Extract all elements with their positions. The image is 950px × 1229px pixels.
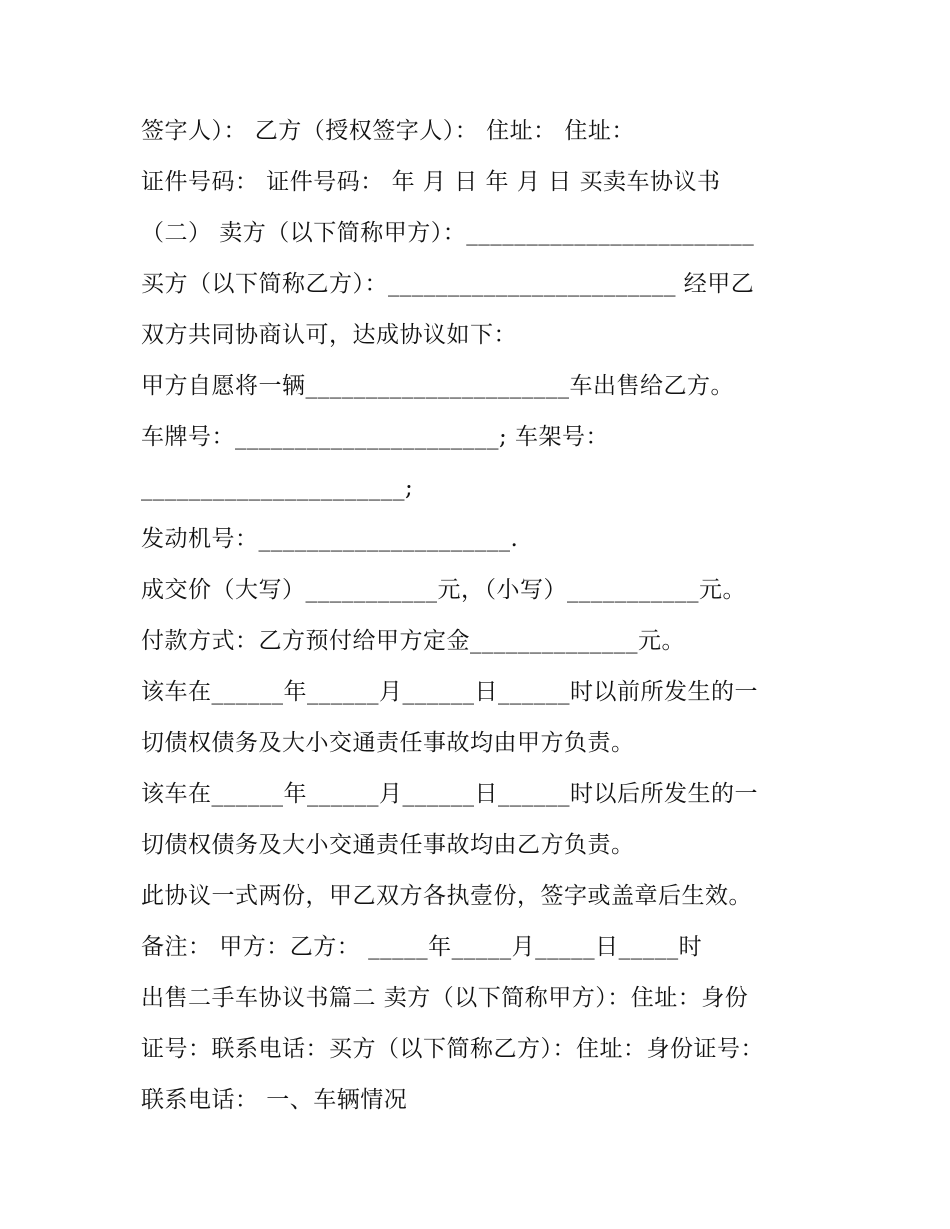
text-line: 签字人）： 乙方（授权签字人）： 住址： 住址： xyxy=(141,118,635,144)
text-line: 成交价（大写）___________元，（小写）___________元。 xyxy=(141,577,746,603)
text-line: 发动机号：_____________________. xyxy=(141,526,519,552)
text-line: 证件号码： 证件号码： 年 月 日 年 月 日 买卖车协议书 xyxy=(141,169,721,195)
text-line: 备注： 甲方：乙方： _____年_____月_____日_____时 xyxy=(141,934,703,960)
text-line: 甲方自愿将一辆______________________车出售给乙方。 xyxy=(141,373,734,399)
text-line: 车牌号：______________________; 车架号： xyxy=(141,424,610,450)
text-line: 此协议一式两份，甲乙双方各执壹份，签字或盖章后生效。 xyxy=(141,883,752,909)
text-line: 双方共同协商认可，达成协议如下： xyxy=(141,322,517,348)
text-line: 切债权债务及大小交通责任事故均由乙方负责。 xyxy=(141,832,635,858)
text-line: 该车在______年______月______日______时以后所发生的一 xyxy=(141,781,758,807)
text-line: 切债权债务及大小交通责任事故均由甲方负责。 xyxy=(141,730,635,756)
text-line: （二） 卖方（以下简称甲方）：________________________ xyxy=(141,220,755,246)
text-line: 付款方式：乙方预付给甲方定金______________元。 xyxy=(141,628,685,654)
document-body xyxy=(141,106,811,1126)
text-line: 出售二手车协议书篇二 卖方（以下简称甲方）：住址：身份 xyxy=(141,985,749,1011)
text-line: ______________________; xyxy=(141,475,414,501)
text-line: 该车在______年______月______日______时以前所发生的一 xyxy=(141,679,758,705)
text-line: 证号：联系电话：买方（以下简称乙方）：住址：身份证号： xyxy=(141,1036,764,1062)
text-line: 联系电话： 一、车辆情况 xyxy=(141,1087,408,1113)
text-line: 买方（以下简称乙方）：________________________ 经甲乙 xyxy=(141,271,755,297)
